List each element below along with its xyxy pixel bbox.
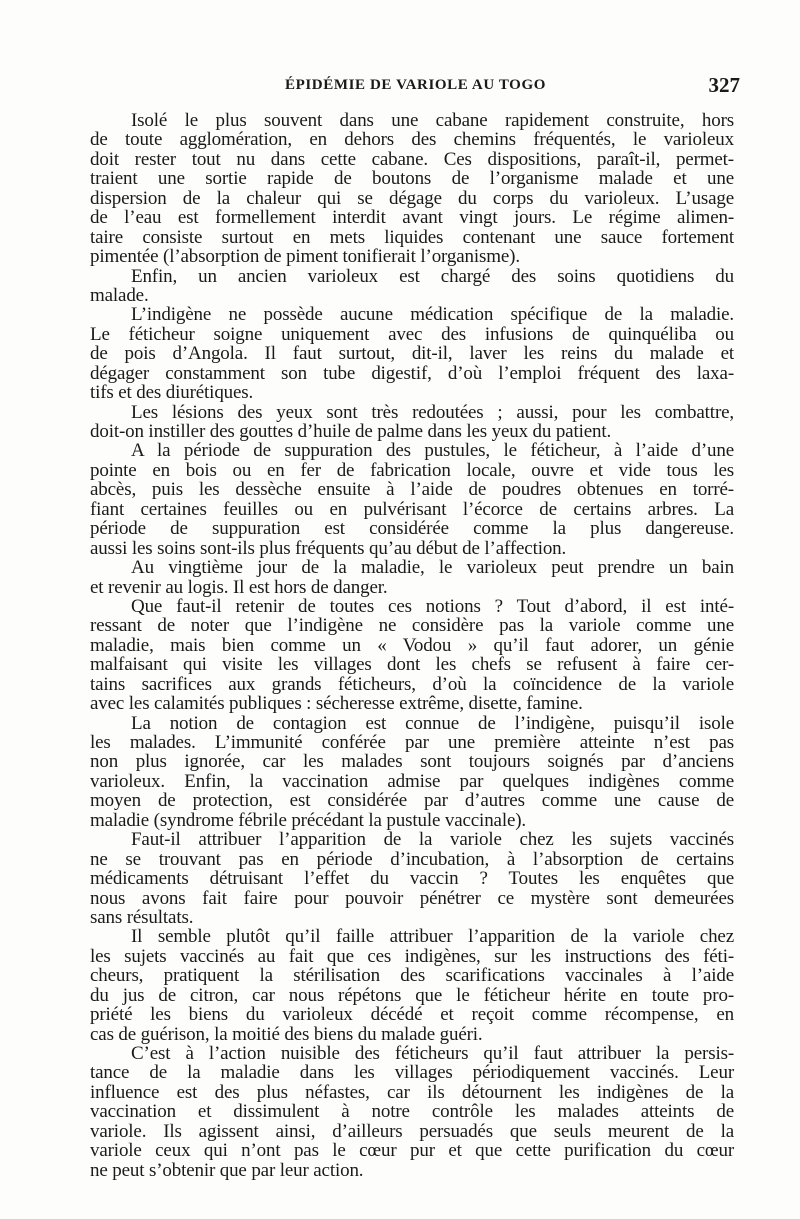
paragraph: [90, 558, 734, 597]
text-line: cheurs, pratiquent la stérilisation des scarifications vaccinales à l’aide: [90, 965, 734, 987]
text-line: vaccination et dissimulent à notre contrôle les malades atteints de: [90, 1101, 734, 1123]
text-line: les malades. L’immunité conférée par une première atteinte n’est pas: [90, 732, 734, 753]
text-line: traient une sortie rapide de boutons de l’organisme malade et une: [90, 168, 734, 190]
text-line: doit-on instiller des gouttes d’huile de palme dans les yeux du patient.: [90, 421, 612, 442]
text-line: Il semble plutôt qu’il faille attribuer l’apparition de la variole chez: [131, 926, 734, 948]
text-line: Au vingtième jour de la maladie, le varioleux peut prendre un bain: [131, 557, 734, 579]
text-line: les sujets vaccinés au fait que ces indigènes, sur les instructions des féti-: [90, 945, 734, 967]
text-line: dispersion de la chaleur qui se dégage du corps du varioleux. L’usage: [90, 187, 734, 209]
text-line: tance de la maladie dans les villages périodiquement vaccinés. Leur: [90, 1062, 734, 1084]
text-line: varioleux. Enfin, la vaccination admise par quelques indigènes comme: [90, 770, 734, 792]
text-line: malade.: [90, 284, 149, 306]
text-line: priété les biens du varioleux décédé et reçoit comme récompense, en: [90, 1004, 734, 1026]
text-line: tains sacrifices aux grands féticheurs, d’où la coïncidence de la variole: [90, 673, 734, 695]
paragraph: [90, 403, 734, 442]
paragraph: [90, 1044, 734, 1180]
text-line: Que faut-il retenir de toutes ces notions ? Tout d’abord, il est inté-: [131, 595, 734, 617]
page-number: 327: [708, 73, 740, 97]
text-line: pimentée (l’absorption de piment tonifierait l’organisme).: [90, 246, 520, 268]
paragraph: [90, 714, 734, 831]
text-line: pointe en bois ou en fer de fabrication locale, ouvre et vide tous les: [90, 459, 734, 481]
text-line: taire consiste surtout en mets liquides contenant une sauce fortement: [90, 226, 734, 248]
paragraph: [90, 597, 734, 714]
text-line: Les lésions des yeux sont très redoutées ; aussi, pour les combattre,: [131, 401, 734, 423]
text-line: période de suppuration est considérée comme la plus dangereuse.: [90, 518, 734, 540]
text-line: A la période de suppuration des pustules, le féticheur, à l’aide d’une: [131, 440, 734, 462]
text-line: du jus de citron, car nous répétons que le féticheur hérite en toute pro-: [90, 984, 734, 1006]
text-line: Isolé le plus souvent dans une cabane rapidement construite, hors: [131, 110, 734, 131]
text-line: C’est à l’action nuisible des féticheurs qu’il faut attribuer la persis-: [131, 1043, 734, 1064]
text-line: sans résultats.: [90, 906, 194, 928]
running-header: [90, 73, 740, 97]
text-line: non plus ignorée, car les malades sont toujours soignés par d’anciens: [90, 751, 734, 773]
body-text: [90, 111, 734, 1180]
text-line: variole. Ils agissent ainsi, d’ailleurs persuadés que seuls meurent de la: [90, 1120, 734, 1142]
paragraph: [90, 441, 734, 558]
text-line: maladie (syndrome fébrile précédant la pustule vaccinale).: [90, 809, 527, 831]
text-line: Le féticheur soigne uniquement avec des infusions de quinquéliba ou: [90, 323, 734, 345]
text-line: abcès, puis les dessèche ensuite à l’aide de poudres obtenues en torré-: [90, 479, 734, 501]
text-line: ne peut s’obtenir que par leur action.: [90, 1159, 364, 1181]
paragraph: [90, 111, 734, 267]
text-line: Enfin, un ancien varioleux est chargé des soins quotidiens du: [131, 265, 734, 287]
text-line: ressant de noter que l’indigène ne considère pas la variole comme une: [90, 615, 734, 637]
text-line: de l’eau est formellement interdit avant vingt jours. Le régime alimen-: [90, 207, 734, 229]
text-line: de pois d’Angola. Il faut surtout, dit-il, laver les reins du malade et: [90, 343, 734, 365]
text-line: nous avons fait faire pour pouvoir pénétrer ce mystère sont demeurées: [90, 887, 734, 909]
paragraph: [90, 830, 734, 927]
text-line: doit rester tout nu dans cette cabane. Ces dispositions, paraît-il, permet-: [90, 148, 734, 170]
text-line: cas de guérison, la moitié des biens du malade guéri.: [90, 1023, 483, 1045]
text-line: médicaments détruisant l’effet du vaccin ? Toutes les enquêtes que: [90, 868, 734, 890]
text-line: aussi les soins sont-ils plus fréquents qu’au début de l’affection.: [90, 537, 567, 559]
text-line: Faut-il attribuer l’apparition de la variole chez les sujets vaccinés: [131, 829, 734, 851]
text-line: variole ceux qui n’ont pas le cœur pur et que cette purification du cœur: [90, 1140, 734, 1162]
paragraph: [90, 267, 734, 306]
text-line: et revenir au logis. Il est hors de danger.: [90, 576, 388, 598]
text-line: maladie, mais bien comme un « Vodou » qu’il faut adorer, un génie: [90, 634, 734, 656]
text-line: malfaisant qui visite les villages dont les chefs se refusent à faire cer-: [90, 654, 734, 676]
text-line: influence est des plus néfastes, car ils détournent les indigènes de la: [90, 1081, 734, 1103]
running-title: ÉPIDÉMIE DE VARIOLE AU TOGO: [285, 77, 546, 93]
text-line: fiant certaines feuilles ou en pulvérisant l’écorce de certains arbres. La: [90, 498, 734, 520]
text-line: ne se trouvant pas en période d’incubation, à l’absorption de certains: [90, 848, 734, 870]
text-line: dégager constamment son tube digestif, d’où l’emploi fréquent des laxa-: [90, 362, 734, 384]
text-line: tifs et des diurétiques.: [90, 382, 254, 404]
paragraph: [90, 305, 734, 402]
text-line: moyen de protection, est considérée par d’autres comme une cause de: [90, 790, 734, 812]
text-line: de toute agglomération, en dehors des chemins fréquentés, le varioleux: [90, 129, 734, 151]
text-line: La notion de contagion est connue de l’indigène, puisqu’il isole: [131, 712, 734, 734]
text-line: avec les calamités publiques : sécheresse extrême, disette, famine.: [90, 693, 583, 715]
paragraph: [90, 927, 734, 1044]
text-line: L’indigène ne possède aucune médication spécifique de la maladie.: [131, 304, 734, 326]
